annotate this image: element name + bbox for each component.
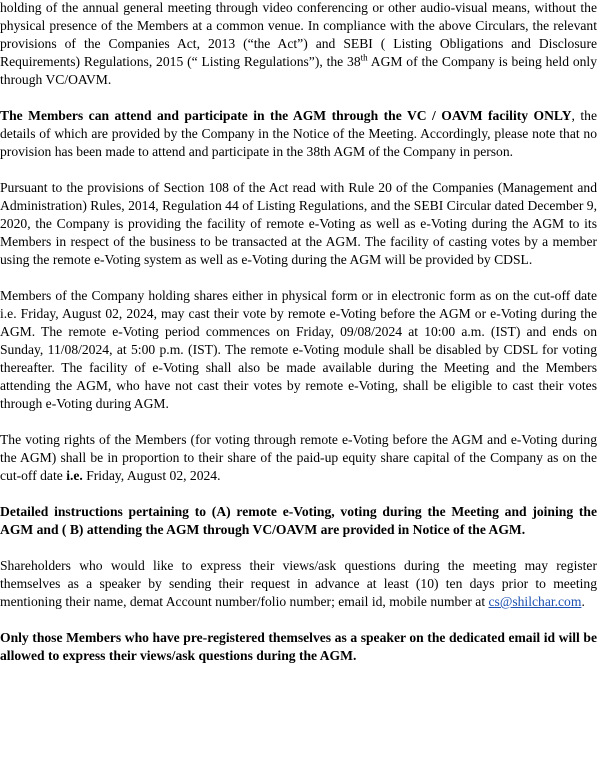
paragraph-text: Shareholders who would like to express their views/ask questions during the meeting may register themselves as a speaker by sending their request in advance at least (10) ten days prior to meeting mentioning their name, demat Account number/folio number; email id, mobile number at bbox=[0, 558, 597, 609]
bold-text: The Members can attend and participate in the AGM through the VC / OAVM facility ONLY bbox=[0, 108, 572, 123]
paragraph-remote-evoting: Pursuant to the provisions of Section 108 of the Act read with Rule 20 of the Companies (Management and Administration) Rules, 2014, Regulation 44 of Listing Regulations, and the SEBI Circular dated December 9, 2020, the Company is providing the facility of remote e-Voting as well as e-Voting during the AGM to its Members in respect of the business to be transacted at the AGM. The facility of casting votes by a member using the remote e-Voting system as well as e-Voting during the AGM will be provided by CDSL. bbox=[0, 180, 597, 267]
bold-text: Detailed instructions pertaining to (A) remote e-Voting, voting during the Meeting and joining the AGM and ( B) attending the AGM through VC/OAVM are provided in Notice of the AGM. bbox=[0, 504, 597, 537]
paragraph-text: Friday, August 02, 2024. bbox=[82, 468, 221, 483]
superscript-ordinal: th bbox=[360, 52, 368, 63]
paragraph-text: The voting rights of the Members (for voting through remote e-Voting before the AGM and e-Voting during the AGM) shall be in proportion to their share of the paid-up equity share capital of the Company as on the cut-off date bbox=[0, 432, 597, 483]
paragraph-voting-rights bbox=[0, 431, 597, 485]
bold-text: i.e. bbox=[66, 468, 83, 483]
paragraph-text: . bbox=[581, 594, 585, 609]
paragraph-attend-only-vc bbox=[0, 107, 597, 161]
paragraph-speaker-registration bbox=[0, 557, 597, 611]
paragraph-text: , the details of which are provided by the Company in the Notice of the Meeting. Accordingly, please note that no provision has been made to attend and participate in the 38th AGM of the Company in person. bbox=[0, 108, 597, 159]
paragraph-text: AGM of the Company is being held only through VC/OAVM. bbox=[0, 54, 597, 87]
email-link[interactable]: cs@shilchar.com bbox=[488, 594, 582, 609]
paragraph-vc-meeting bbox=[0, 0, 597, 89]
paragraph-cutoff-date: Members of the Company holding shares either in physical form or in electronic form as on the cut-off date i.e. Friday, August 02, 2024, may cast their vote by remote e-Voting before the AGM or e-Voting during the AGM. The remote e-Voting period commences on Friday, 09/08/2024 at 10:00 a.m. (IST) and ends on Sunday, 11/08/2024, at 5:00 p.m. (IST). The remote e-Voting module shall be disabled by CDSL for voting thereafter. The facility of e-Voting shall also be made available during the Meeting and the Members attending the AGM, who have not cast their votes by remote e-Voting, shall be eligible to cast their votes through e-Voting during AGM. bbox=[0, 288, 597, 411]
paragraph-text: holding of the annual general meeting through video conferencing or other audio-visual means, without the physical presence of the Members at a common venue. In compliance with the above Circulars, the relevant provisions of the Companies Act, 2013 (“the Act”) and SEBI ( Listing Obligations and Disclosure Requirements) Regulations, 2015 (“ Listing Regulations”), the 38 bbox=[0, 0, 597, 69]
paragraph-pre-registered-only bbox=[0, 629, 597, 665]
bold-text: Only those Members who have pre-registered themselves as a speaker on the dedicated email id will be allowed to express their views/ask questions during the AGM. bbox=[0, 630, 597, 663]
paragraph-detailed-instructions bbox=[0, 503, 597, 539]
